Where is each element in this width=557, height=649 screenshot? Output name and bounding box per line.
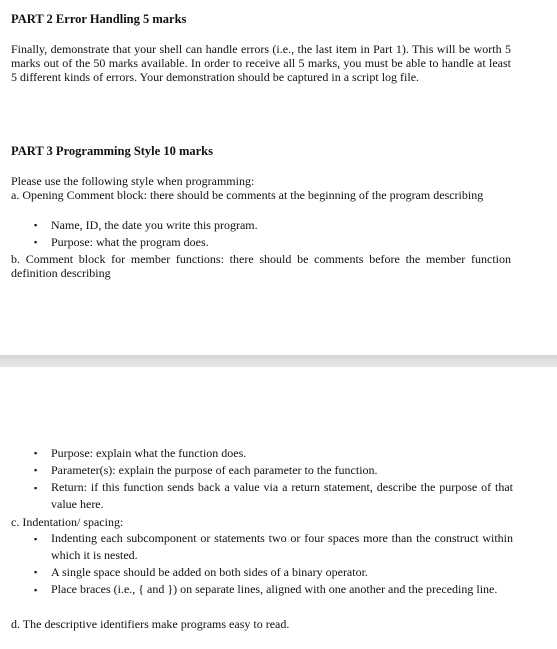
part3-heading: PART 3 Programming Style 10 marks bbox=[11, 144, 213, 158]
item-d-text: d. The descriptive identifiers make programs easy to read. bbox=[11, 617, 290, 631]
bullet-icon: ▪ bbox=[34, 585, 38, 595]
item-a-text: a. Opening Comment block: there should be comments at the beginning of the program describing bbox=[11, 188, 484, 202]
item-b-bullet-2: Parameter(s): explain the purpose of each parameter to the function. bbox=[51, 463, 378, 477]
item-b-bullet-1: Purpose: explain what the function does. bbox=[51, 446, 247, 460]
part2-paragraph: Finally, demonstrate that your shell can handle errors (i.e., the last item in Part 1). This will be worth 5 marks out of the 50 marks available. In order to receive all 5 marks, you must be able to handle at least 5 different kinds of errors. Your demonstration should be captured in a script log file. bbox=[11, 42, 511, 84]
item-b-text: b. Comment block for member functions: there should be comments before the member function definition describing bbox=[11, 252, 511, 280]
bullet-icon: ▪ bbox=[34, 220, 38, 230]
item-c-bullet-2: A single space should be added on both sides of a binary operator. bbox=[51, 565, 368, 579]
item-a-bullet-2: Purpose: what the program does. bbox=[51, 235, 209, 249]
item-c-bullet-1: Indenting each subcomponent or statements two or four spaces more than the construct within which it is nested. bbox=[51, 531, 513, 562]
item-b-bullet-3: Return: if this function sends back a value via a return statement, describe the purpose of that value here. bbox=[51, 480, 513, 511]
item-c-bullet-3: Place braces (i.e., { and }) on separate lines, aligned with one another and the preceding line. bbox=[51, 582, 498, 596]
part2-heading: PART 2 Error Handling 5 marks bbox=[11, 12, 187, 26]
bullet-icon: ▪ bbox=[34, 567, 38, 577]
part3-intro: Please use the following style when programming: bbox=[11, 174, 255, 188]
bullet-icon: ▪ bbox=[34, 483, 38, 493]
bullet-icon: ▪ bbox=[34, 534, 38, 544]
page-break bbox=[0, 355, 557, 367]
item-a-bullet-1: Name, ID, the date you write this program. bbox=[51, 218, 258, 232]
document-page-2 bbox=[0, 367, 557, 649]
bullet-icon: ▪ bbox=[34, 465, 38, 475]
bullet-icon: ▪ bbox=[34, 237, 38, 247]
bullet-icon: ▪ bbox=[34, 448, 38, 458]
item-c-text: c. Indentation/ spacing: bbox=[11, 515, 124, 529]
